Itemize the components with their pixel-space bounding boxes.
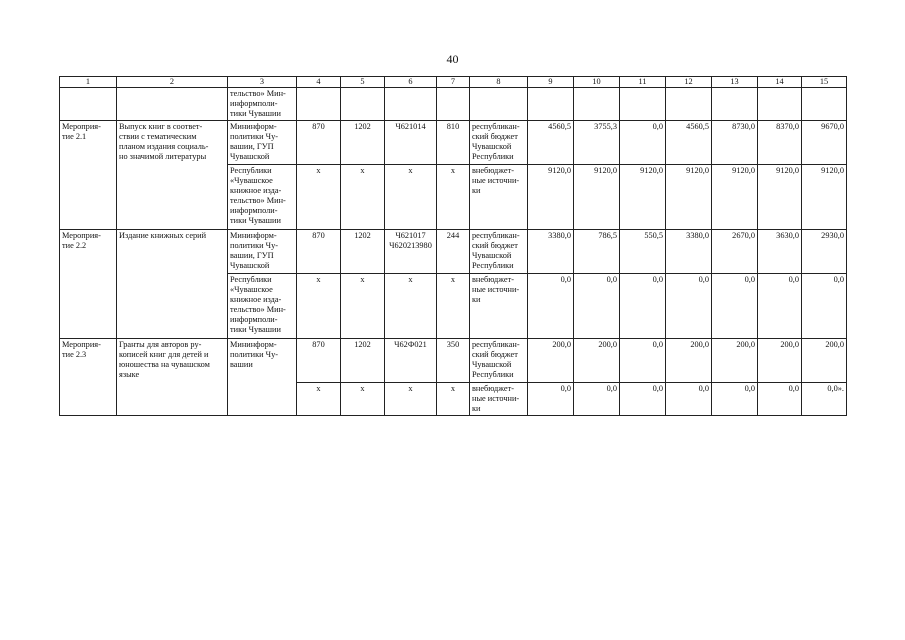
value-cell: 0,0 xyxy=(666,383,712,416)
value-cell: 550,5 xyxy=(620,230,666,274)
code-cell: х xyxy=(437,383,470,416)
header-cell: 14 xyxy=(758,77,802,88)
header-cell: 10 xyxy=(574,77,620,88)
header-row xyxy=(60,77,847,88)
event-name: Издание книжных серий xyxy=(117,230,228,339)
value-cell: 0,0 xyxy=(574,274,620,339)
header-cell: 12 xyxy=(666,77,712,88)
code-cell: х xyxy=(385,274,437,339)
value-cell: 4560,5 xyxy=(528,121,574,165)
header-cell: 3 xyxy=(228,77,297,88)
code-cell: х xyxy=(297,274,341,339)
header-cell: 8 xyxy=(470,77,528,88)
header-cell: 5 xyxy=(341,77,385,88)
value-cell: 0,0 xyxy=(666,274,712,339)
event-id: Мероприя- тие 2.1 xyxy=(60,121,117,230)
code-cell: Ч621017 Ч620213980 xyxy=(385,230,437,274)
value-cell: 0,0 xyxy=(528,383,574,416)
value-cell: 0,0 xyxy=(620,274,666,339)
value-cell: 0,0 xyxy=(802,274,847,339)
header-cell: 1 xyxy=(60,77,117,88)
value-cell: 3630,0 xyxy=(758,230,802,274)
value-cell: 9120,0 xyxy=(574,165,620,230)
code-cell: х xyxy=(341,274,385,339)
event-id: Мероприя- тие 2.2 xyxy=(60,230,117,339)
page-number: 40 xyxy=(446,52,459,66)
code-cell: Ч62Ф021 xyxy=(385,339,437,383)
source-cell: республикан- ский бюджет Чувашской Республики xyxy=(470,339,528,383)
continuation-row xyxy=(60,88,847,121)
code-cell: х xyxy=(437,274,470,339)
header-cell: 13 xyxy=(712,77,758,88)
code-cell: 1202 xyxy=(341,230,385,274)
executor-cell: Республики «Чувашское книжное изда- тельство» Мин- информполи- тики Чувашии xyxy=(228,274,297,339)
source-cell: республикан- ский бюджет Чувашской Республики xyxy=(470,230,528,274)
value-cell: 0,0 xyxy=(620,339,666,383)
event-name: Выпуск книг в соответ- ствии с тематическим планом издания социаль- но значимой литературы xyxy=(117,121,228,230)
value-cell: 8730,0 xyxy=(712,121,758,165)
value-cell: 9120,0 xyxy=(712,165,758,230)
code-cell: 1202 xyxy=(341,339,385,383)
value-cell: 0,0 xyxy=(758,383,802,416)
value-cell: 8370,0 xyxy=(758,121,802,165)
code-cell: 1202 xyxy=(341,121,385,165)
value-cell: 200,0 xyxy=(712,339,758,383)
table-row xyxy=(60,230,847,274)
executor-cell: Республики «Чувашское книжное изда- тельство» Мин- информполи- тики Чувашии xyxy=(228,165,297,230)
value-cell: 0,0 xyxy=(574,383,620,416)
value-cell: 9120,0 xyxy=(758,165,802,230)
value-cell: 200,0 xyxy=(528,339,574,383)
value-cell: 9120,0 xyxy=(666,165,712,230)
value-cell: 0,0». xyxy=(802,383,847,416)
header-cell: 11 xyxy=(620,77,666,88)
code-cell: 810 xyxy=(437,121,470,165)
code-cell: х xyxy=(437,165,470,230)
code-cell: х xyxy=(341,383,385,416)
value-cell: 0,0 xyxy=(620,383,666,416)
code-cell: х xyxy=(385,383,437,416)
value-cell: 0,0 xyxy=(712,274,758,339)
code-cell: х xyxy=(297,165,341,230)
source-cell: внебюджет- ные источни- ки xyxy=(470,165,528,230)
code-cell: х xyxy=(385,165,437,230)
code-cell: Ч621014 xyxy=(385,121,437,165)
code-cell: 870 xyxy=(297,121,341,165)
value-cell: 3380,0 xyxy=(528,230,574,274)
executor-cell: тельство» Мин- информполи- тики Чувашии xyxy=(228,88,297,121)
header-cell: 2 xyxy=(117,77,228,88)
budget-table xyxy=(59,76,847,416)
value-cell: 200,0 xyxy=(574,339,620,383)
value-cell: 0,0 xyxy=(712,383,758,416)
value-cell: 4560,5 xyxy=(666,121,712,165)
header-cell: 15 xyxy=(802,77,847,88)
header-cell: 9 xyxy=(528,77,574,88)
source-cell: внебюджет- ные источни- ки xyxy=(470,383,528,416)
executor-cell: Мининформ- политики Чу- вашии xyxy=(228,339,297,416)
value-cell: 200,0 xyxy=(666,339,712,383)
value-cell: 0,0 xyxy=(528,274,574,339)
code-cell: 350 xyxy=(437,339,470,383)
code-cell: х xyxy=(341,165,385,230)
value-cell: 200,0 xyxy=(758,339,802,383)
header-cell: 6 xyxy=(385,77,437,88)
value-cell: 786,5 xyxy=(574,230,620,274)
code-cell: 870 xyxy=(297,339,341,383)
event-name: Гранты для авторов ру- кописей книг для детей и юношества на чувашском языке xyxy=(117,339,228,416)
value-cell: 2670,0 xyxy=(712,230,758,274)
value-cell: 0,0 xyxy=(758,274,802,339)
executor-cell: Мининформ- политики Чу- вашии, ГУП Чувашской xyxy=(228,121,297,165)
code-cell: х xyxy=(297,383,341,416)
value-cell: 9120,0 xyxy=(802,165,847,230)
value-cell: 3380,0 xyxy=(666,230,712,274)
value-cell: 2930,0 xyxy=(802,230,847,274)
value-cell: 9120,0 xyxy=(528,165,574,230)
value-cell: 9120,0 xyxy=(620,165,666,230)
executor-cell: Мининформ- политики Чу- вашии, ГУП Чувашской xyxy=(228,230,297,274)
table-row xyxy=(60,339,847,383)
value-cell: 0,0 xyxy=(620,121,666,165)
event-id: Мероприя- тие 2.3 xyxy=(60,339,117,416)
header-cell: 7 xyxy=(437,77,470,88)
table-row xyxy=(60,121,847,165)
source-cell: внебюджет- ные источни- ки xyxy=(470,274,528,339)
code-cell: 244 xyxy=(437,230,470,274)
code-cell: 870 xyxy=(297,230,341,274)
header-cell: 4 xyxy=(297,77,341,88)
value-cell: 3755,3 xyxy=(574,121,620,165)
source-cell: республикан- ский бюджет Чувашской Республики xyxy=(470,121,528,165)
value-cell: 200,0 xyxy=(802,339,847,383)
value-cell: 9670,0 xyxy=(802,121,847,165)
